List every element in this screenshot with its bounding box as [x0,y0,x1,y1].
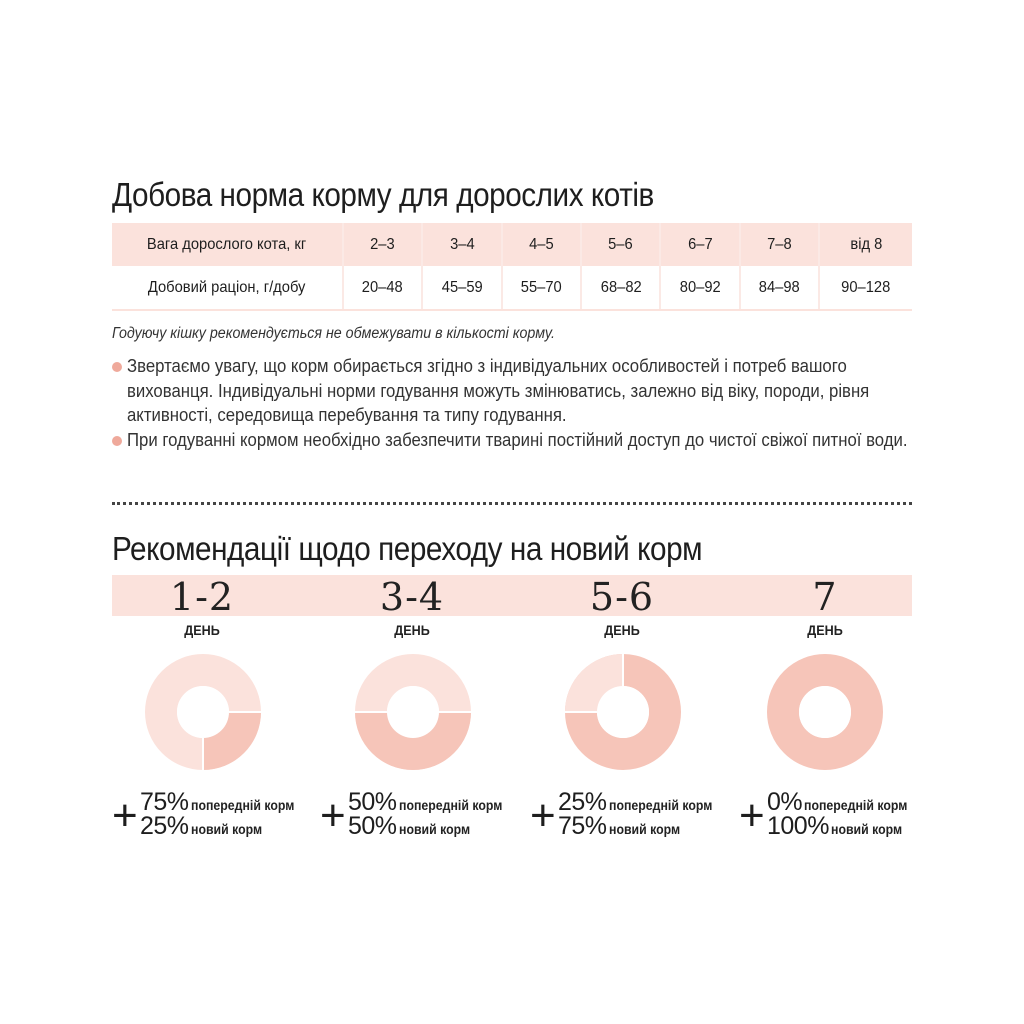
donut-chart-stage-4 [767,654,883,770]
bullet-list [112,354,912,452]
day-label: ДЕНЬ [604,622,640,638]
stage-2 [312,575,512,638]
ration-value: 55–70 [520,278,562,296]
new-food-pct: 100% [767,812,829,840]
stage-days: 7 [812,575,838,619]
stage-days: 5-6 [589,575,655,619]
stage-days: 1-2 [169,575,235,619]
day-label: ДЕНЬ [394,622,430,638]
ration-cell [422,266,501,310]
weight-cell [819,223,912,266]
stage-4 [725,575,925,638]
ration-cell [740,266,819,310]
ration-cell [660,266,739,310]
bullet-item [112,354,912,428]
table-header-row [112,223,912,266]
bullet-text: При годуванні кормом необхідно забезпечити тварині постійний доступ до чистої свіжої питної води. [127,429,908,450]
ration-value: 20–48 [362,278,404,296]
plus-icon: + [320,791,346,840]
weight-value: 2–3 [370,235,395,253]
new-food-pct: 75% [558,812,607,840]
donut-chart-stage-3 [565,654,681,770]
ration-cell [819,266,912,310]
ration-label: Добовий раціон, г/добу [148,278,306,296]
new-food-pct: 25% [140,812,189,840]
plus-icon: + [530,791,556,840]
plus-icon: + [739,791,765,840]
weight-cell [660,223,739,266]
table-row [112,266,912,310]
old-food-pct: 0% [767,788,803,816]
bullet-text: Звертаємо увагу, що корм обирається згідно з індивідуальних особливостей і потреб вашого вихованця. Індивідуальні норми годування можуть змінюватись, залежно від віку, породи, рівня активності, середовища перебування та типу годування. [127,356,870,425]
weight-label-cell [112,223,343,266]
daily-norm-title: Добова норма корму для дорослих котів [112,176,654,213]
old-food-pct: 50% [348,788,397,816]
day-label: ДЕНЬ [807,622,843,638]
stage-1 [102,575,302,638]
ration-value: 68–82 [600,278,642,296]
old-food-label: попередній корм [804,797,908,813]
old-food-label: попередній корм [608,797,712,813]
day-label: ДЕНЬ [184,622,220,638]
weight-value: 5–6 [608,235,634,253]
weight-value: від 8 [850,235,883,253]
new-food-label: новий корм [398,821,470,837]
bullet-item [112,428,912,453]
plus-icon: + [112,791,138,840]
weight-label: Вага дорослого кота, кг [147,235,307,253]
new-food-label: новий корм [190,821,262,837]
weight-cell [581,223,660,266]
weight-cell [502,223,581,266]
old-food-label: попередній корм [398,797,502,813]
old-food-label: попередній корм [190,797,294,813]
new-food-label: новий корм [608,821,680,837]
weight-cell [343,223,422,266]
ration-cell [502,266,581,310]
ration-cell [581,266,660,310]
transition-title: Рекомендації щодо переходу на новий корм [112,530,703,567]
bullet-dot-icon [112,362,122,372]
bullet-dot-icon [112,436,122,446]
ration-label-cell [112,266,343,310]
ration-value: 90–128 [841,278,891,296]
stage-3 [522,575,722,638]
old-food-pct: 75% [140,788,189,816]
dotted-divider [112,502,912,505]
new-food-label: новий корм [830,821,903,837]
donut-chart-stage-1 [145,654,261,770]
stage-days: 3-4 [379,575,445,619]
weight-value: 7–8 [767,235,792,253]
weight-value: 3–4 [449,235,475,253]
donut-chart-stage-2 [355,654,471,770]
weight-value: 4–5 [529,235,554,253]
weight-cell [740,223,819,266]
ration-value: 80–92 [679,278,721,296]
ration-value: 84–98 [758,278,800,296]
daily-norm-table [112,223,912,311]
weight-cell [422,223,501,266]
new-food-pct: 50% [348,812,397,840]
ration-cell [343,266,422,310]
ration-value: 45–59 [441,278,483,296]
weight-value: 6–7 [687,235,713,253]
nursing-note: Годуючу кішку рекомендується не обмежувати в кількості корму. [112,325,555,342]
old-food-pct: 25% [558,788,607,816]
